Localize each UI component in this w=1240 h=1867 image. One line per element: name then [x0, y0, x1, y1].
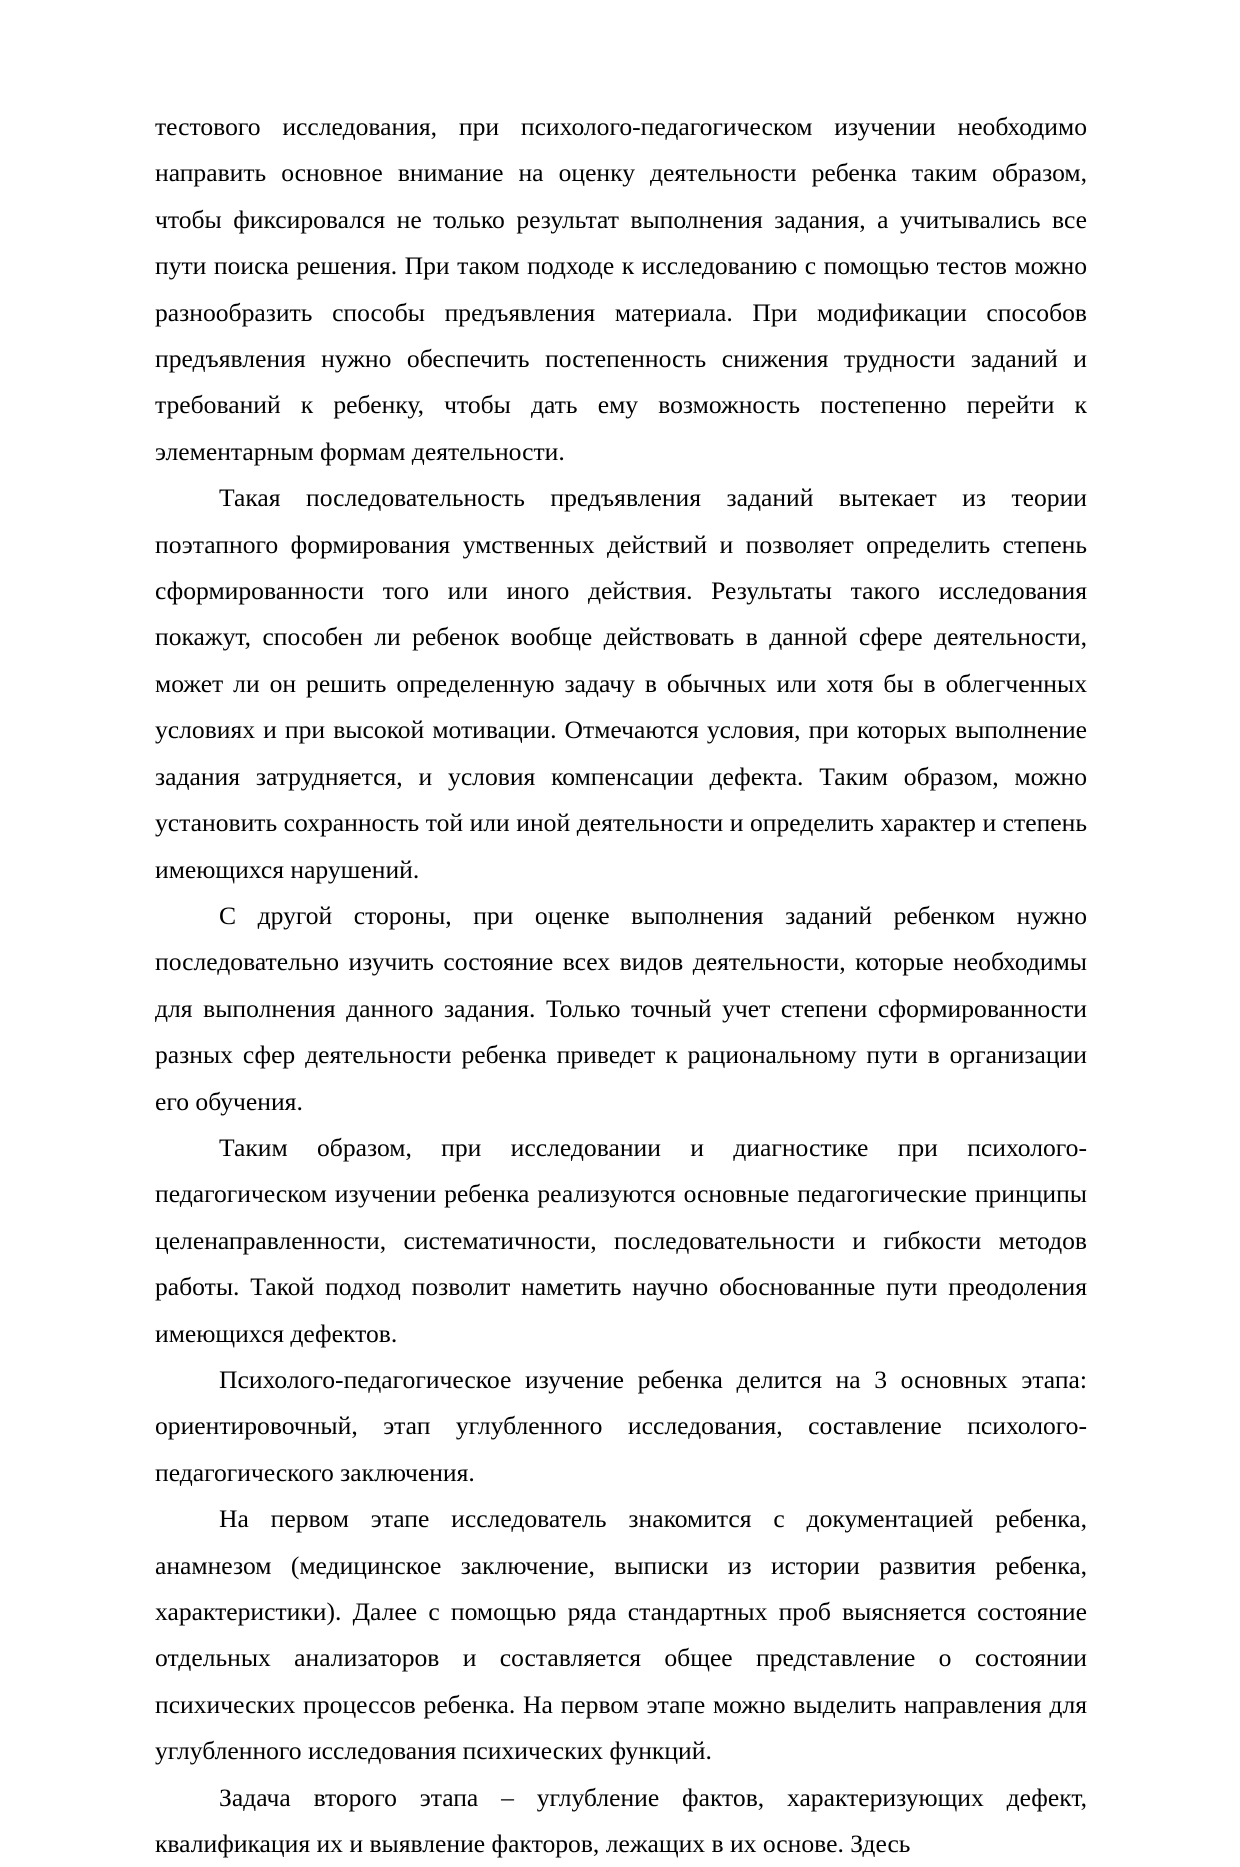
- paragraph-7-truncated: Задача второго этапа – углубление фактов, характеризующих дефект, квалификация их и выявление факторов, лежащих в их основе. Здесь: [155, 1782, 1087, 1859]
- paragraph-4: Таким образом, при исследовании и диагностике при психолого-педагогическом изучении ребенка реализуются основные педагогические принципы целенаправленности, систематичности, последовательности и гибкости методов работы. Такой подход позволит наметить научно обоснованные пути преодоления имеющихся дефектов.: [155, 1132, 1087, 1348]
- document-text-body: [155, 104, 1087, 1867]
- paragraph-2: Такая последовательность предъявления заданий вытекает из теории поэтапного формирования умственных действий и позволяет определить степень сформированности того или иного действия. Результаты такого исследования покажут, способен ли ребенок вообще действовать в данной сфере деятельности, может ли он решить определенную задачу в обычных или хотя бы в облегченных условиях и при высокой мотивации. Отмечаются условия, при которых выполнение задания затрудняется, и условия компенсации дефекта. Таким образом, можно установить сохранность той или иной деятельности и определить характер и степень имеющихся нарушений.: [155, 483, 1087, 884]
- paragraph-6: На первом этапе исследователь знакомится с документацией ребенка, анамнезом (медицинское заключение, выписки из истории развития ребенка, характеристики). Далее с помощью ряда стандартных проб выясняется состояние отдельных анализаторов и составляется общее представление о состоянии психических процессов ребенка. На первом этапе можно выделить направления для углубленного исследования психических функций.: [155, 1504, 1087, 1766]
- paragraph-continuation: тестового исследования, при психолого-педагогическом изучении необходимо направить основное внимание на оценку деятельности ребенка таким образом, чтобы фиксировался не только результат выполнения задания, а учитывались все пути поиска решения. При таком подходе к исследованию с помощью тестов можно разнообразить способы предъявления материала. При модификации способов предъявления нужно обеспечить постепенность снижения трудности заданий и требований к ребенку, чтобы дать ему возможность постепенно перейти к элементарным формам деятельности.: [155, 112, 1087, 466]
- paragraph-3: С другой стороны, при оценке выполнения заданий ребенком нужно последовательно изучить состояние всех видов деятельности, которые необходимы для выполнения данного задания. Только точный учет степени сформированности разных сфер деятельности ребенка приведет к рациональному пути в организации его обучения.: [155, 900, 1087, 1116]
- paragraph-5: Психолого-педагогическое изучение ребенка делится на 3 основных этапа: ориентировочный, этап углубленного исследования, составление психолого-педагогического заключения.: [155, 1364, 1087, 1487]
